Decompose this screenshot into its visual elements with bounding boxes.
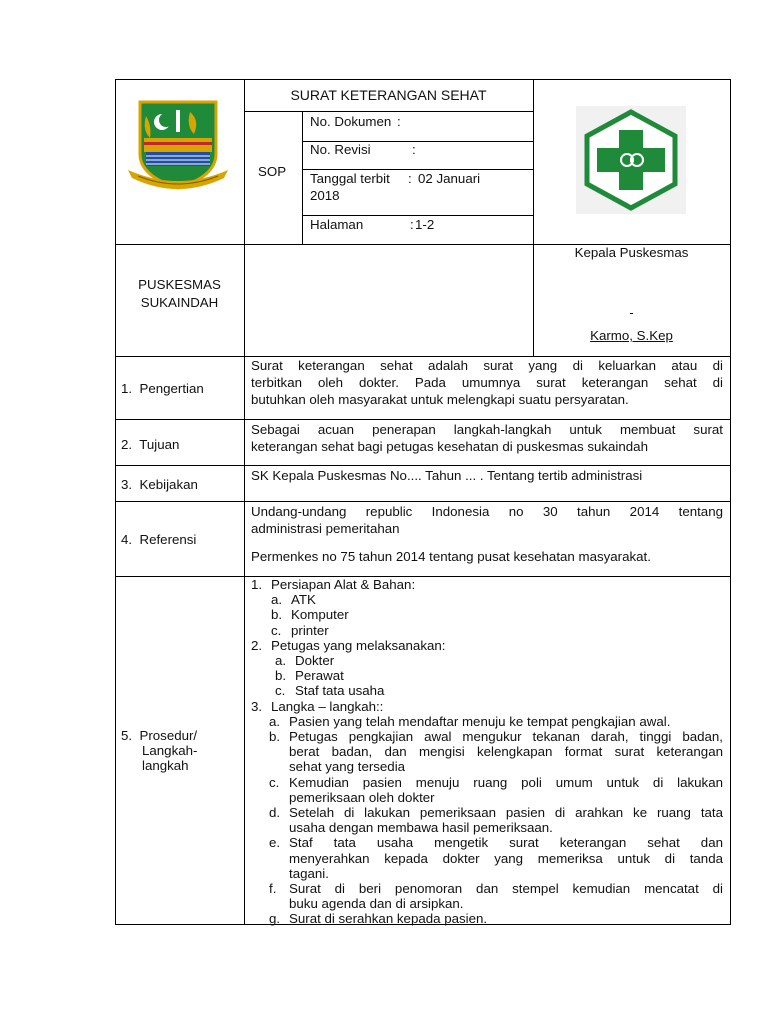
- field-sep: :: [397, 114, 401, 129]
- label-line: langkah: [142, 758, 189, 773]
- text-line: terbitkan oleh dokter. Pada umumnya surat keterangan sehat di: [251, 375, 723, 390]
- item-line: berat badan, dan mengisi kelengkapan format surat keterangan: [289, 744, 723, 760]
- field-value-line2: 2018: [310, 188, 340, 203]
- step: [251, 638, 723, 653]
- item-line: buku agenda dan di arsipkan.: [289, 896, 464, 912]
- item-mark: c.: [275, 683, 286, 699]
- item-text: printer: [291, 622, 329, 638]
- step-number: 3.: [251, 698, 263, 714]
- item-line: usaha dengan membawa hasil pemeriksaan.: [289, 820, 553, 836]
- list-item: [251, 835, 723, 881]
- field-label: No. Dokumen: [310, 114, 392, 129]
- item-line: Kemudian pasien menuju ruang poli umum untuk di lakukan: [289, 774, 723, 790]
- item-text: Perawat: [295, 668, 344, 684]
- item-mark: a.: [271, 592, 283, 608]
- list-item: [251, 683, 723, 698]
- step-text: Langka – langkah::: [271, 698, 384, 714]
- item-line: Staf tata usaha mengetik surat keterangan sehat dan: [289, 835, 723, 851]
- item-line: menyerahkan kepada dokter yang memeriksa untuk di tanda: [289, 850, 723, 866]
- list-item: [251, 911, 723, 926]
- item-line: Surat di serahkan kepada pasien.: [289, 911, 488, 927]
- list-item: [251, 607, 723, 622]
- section-text-tujuan: [251, 421, 723, 455]
- signer-dash: -: [629, 305, 634, 320]
- section-label-referensi: 4. Referensi: [121, 532, 197, 547]
- text-line: Permenkes no 75 tahun 2014 tentang pusat kesehatan masyarakat.: [251, 549, 651, 564]
- list-item: [251, 592, 723, 607]
- list-item: [251, 775, 723, 805]
- field-sep: :: [412, 142, 416, 157]
- section-label-tujuan: 2. Tujuan: [121, 437, 180, 452]
- text-line: Undang-undang republic Indonesia no 30 tahun 2014 tentang: [251, 504, 723, 519]
- item-mark: b.: [275, 668, 287, 684]
- text-line: Sebagai acuan penerapan langkah-langkah untuk membuat surat: [251, 422, 723, 437]
- item-mark: c.: [269, 774, 280, 790]
- item-line: Pasien yang telah mendaftar menuju ke tempat pengkajian awal.: [289, 713, 671, 729]
- section-text-pengertian: [251, 357, 723, 408]
- field-label: Tanggal terbit: [310, 171, 390, 186]
- step: [251, 699, 723, 714]
- org-name-line1: PUSKESMAS: [138, 277, 221, 292]
- field-value: 1-2: [415, 217, 435, 232]
- procedure-steps: [251, 577, 723, 927]
- text-line: Surat keterangan sehat adalah surat yang di keluarkan atau di: [251, 358, 723, 373]
- section-text-referensi: [251, 503, 723, 565]
- item-text: Komputer: [291, 607, 349, 623]
- list-item: [251, 668, 723, 683]
- label-line: Langkah-: [142, 743, 198, 758]
- step-number: 1.: [251, 577, 263, 592]
- document-title: SURAT KETERANGAN SEHAT: [290, 87, 487, 103]
- sop-label: SOP: [258, 164, 287, 179]
- item-line: pemeriksaan oleh dokter: [289, 789, 435, 805]
- item-mark: e.: [269, 835, 281, 851]
- item-line: Petugas pengkajian awal mengukur tekanan darah, tinggi badan,: [289, 729, 723, 745]
- item-line: tagani.: [289, 865, 329, 881]
- text-line: butuhkan oleh masyarakat untuk melengkapi suatu persyaratan.: [251, 392, 629, 407]
- section-label-kebijakan: 3. Kebijakan: [121, 477, 198, 492]
- item-mark: a.: [269, 713, 281, 729]
- signer-name: Karmo, S.Kep: [590, 328, 673, 343]
- step-text: Petugas yang melaksanakan:: [271, 637, 446, 653]
- list-item: [251, 729, 723, 775]
- org-name-line2: SUKAINDAH: [140, 295, 219, 310]
- text-line: administrasi pemeritahan: [251, 521, 400, 536]
- item-mark: a.: [275, 653, 287, 669]
- item-text: Staf tata usaha: [295, 683, 385, 699]
- list-item: [251, 653, 723, 668]
- item-mark: g.: [269, 911, 281, 927]
- list-item: [251, 881, 723, 911]
- list-item: [251, 714, 723, 729]
- field-sep: :: [408, 171, 412, 186]
- list-item: [251, 805, 723, 835]
- item-text: ATK: [291, 592, 316, 608]
- item-line: Setelah di lakukan pemeriksaan pasien di arahkan ke ruang tata: [289, 805, 723, 821]
- item-mark: b.: [269, 729, 281, 745]
- item-mark: c.: [271, 622, 282, 638]
- text-line: keterangan sehat bagi petugas kesehatan di puskesmas sukaindah: [251, 439, 648, 454]
- section-label-prosedur: [121, 728, 197, 773]
- field-sep: :: [410, 217, 414, 232]
- step-number: 2.: [251, 637, 263, 653]
- step-text: Persiapan Alat & Bahan:: [271, 577, 416, 592]
- item-text: Dokter: [295, 653, 335, 669]
- item-mark: f.: [269, 881, 277, 897]
- item-mark: d.: [269, 805, 281, 821]
- item-line: sehat yang tersedia: [289, 759, 406, 775]
- list-item: [251, 623, 723, 638]
- signer-title: Kepala Puskesmas: [574, 245, 689, 260]
- field-value: 02 Januari: [418, 171, 481, 186]
- item-line: Surat di beri penomoran dan stempel kemudian mencatat di: [289, 881, 723, 897]
- section-label-pengertian: 1. Pengertian: [121, 381, 204, 396]
- step: [251, 577, 723, 592]
- label-line: 5. Prosedur/: [121, 728, 198, 743]
- regional-emblem-logo: [124, 96, 232, 194]
- puskesmas-logo: [581, 108, 681, 212]
- item-mark: b.: [271, 607, 283, 623]
- section-text-kebijakan: SK Kepala Puskesmas No.... Tahun ... . Tentang tertib administrasi: [251, 468, 643, 483]
- field-label: No. Revisi: [310, 142, 371, 157]
- field-label: Halaman: [310, 217, 364, 232]
